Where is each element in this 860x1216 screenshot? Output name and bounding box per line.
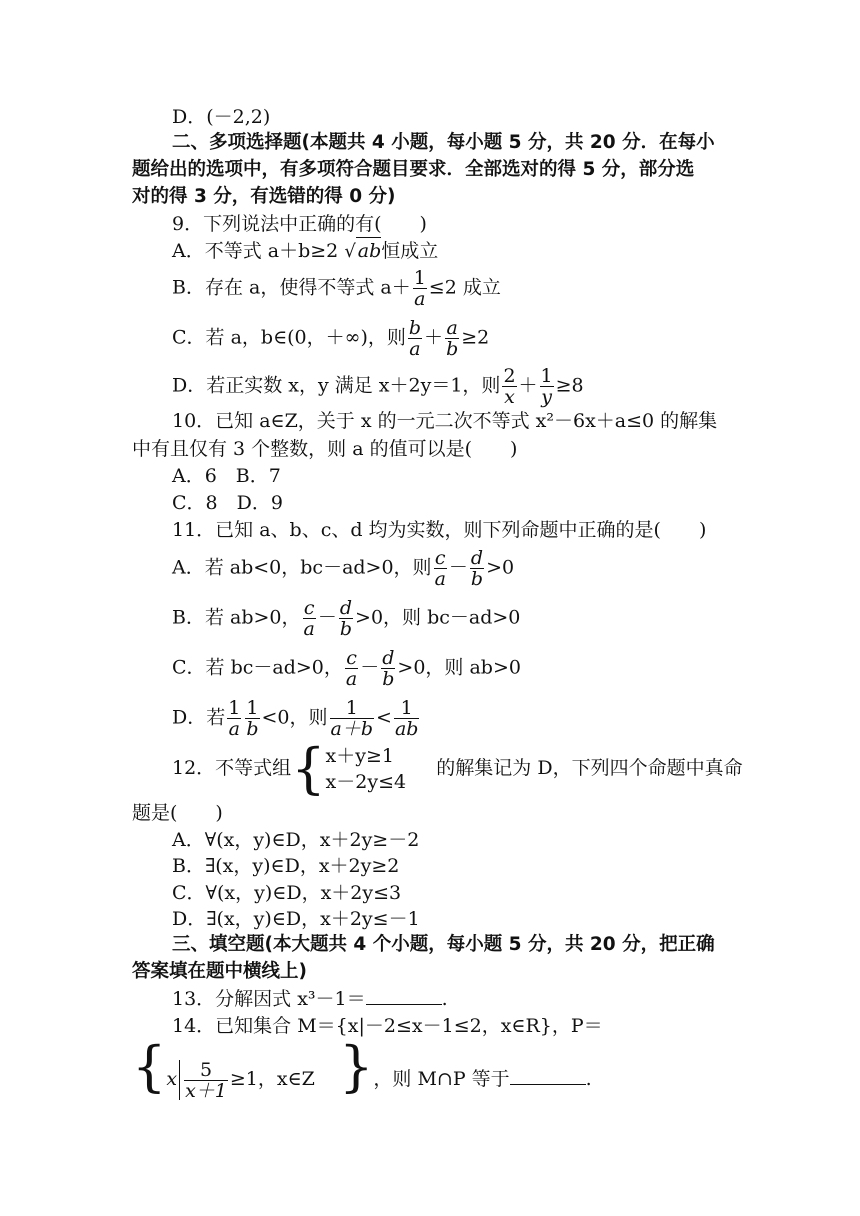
fraction: $\frac{2}{x}$ <box>503 365 516 408</box>
section2-heading-cont2: 对的得 3 分，有选错的得 0 分) <box>132 186 396 207</box>
inequality-system: x＋y≥1 x－2y≤4 <box>325 745 407 793</box>
q9b-text: B．存在 a，使得不等式 a＋ <box>172 276 411 299</box>
q11c-suffix: >0，则 ab>0 <box>397 656 521 679</box>
q9b-suffix: ≤2 成立 <box>428 276 501 299</box>
set-bar <box>179 1060 180 1100</box>
q12-suffix: 的解集记为 D，下列四个命题中真命 <box>436 757 743 779</box>
q9-option-d: D．若正实数 x，y 满足 x＋2y＝1，则 $\frac{2}{x}$ ＋ $\frac{1}{y}$ ≥8 <box>172 365 584 408</box>
q11b-text: B．若 ab>0， <box>172 606 301 629</box>
fraction: $\frac{b}{a}$ <box>408 317 422 360</box>
left-brace-icon: { <box>132 1035 167 1098</box>
q9c-suffix: ≥2 <box>461 326 490 349</box>
q9d-suffix: ≥8 <box>555 374 584 397</box>
fraction: $\frac{1}{y}$ <box>540 365 553 408</box>
q12-stem-cont: 题是( ) <box>132 802 223 824</box>
q9d-text: D．若正实数 x，y 满足 x＋2y＝1，则 <box>172 374 501 397</box>
right-brace-icon: } <box>339 1035 374 1098</box>
sqrt-icon: √ <box>344 241 356 262</box>
q14-set-p <box>132 1035 592 1102</box>
fraction: $\frac{c}{a}$ <box>303 597 315 640</box>
q13-text: 13．分解因式 x³－1＝ <box>172 988 366 1010</box>
q11d-text: D．若 <box>172 706 226 729</box>
q9a-suffix: 恒成立 <box>381 240 439 262</box>
fraction: $\frac{c}{a}$ <box>345 647 358 690</box>
section2-heading-cont: 题给出的选项中，有多项符合题目要求．全部选对的得 5 分，部分选 <box>132 159 695 180</box>
fraction: $\frac{d}{b}$ <box>339 597 353 640</box>
fraction: $\frac{1}{a}$ <box>228 697 241 740</box>
fraction: $\frac{1}{a+b}$ <box>330 697 374 740</box>
q12-option-c: C．∀(x，y)∈D，x＋2y≤3 <box>172 882 402 904</box>
q11c-text: C．若 bc－ad>0， <box>172 656 343 679</box>
q11-stem: 11．已知 a、b、c、d 均为实数，则下列命题中正确的是( ) <box>172 519 707 541</box>
q11-option-d: D．若 $\frac{1}{a}$ $\frac{1}{b}$ <0，则 $\frac{1}{a+b}$ < $\frac{1}{ab}$ <box>172 697 419 740</box>
q10-stem: 10．已知 a∈Z，关于 x 的一元二次不等式 x²－6x＋a≤0 的解集 <box>172 410 718 432</box>
answer-blank[interactable] <box>510 1066 586 1085</box>
q14-condition: ≥1，x∈Z <box>229 1068 315 1090</box>
fraction: $\frac{a}{b}$ <box>446 317 459 360</box>
q11a-text: A．若 ab<0，bc－ad>0，则 <box>172 556 432 579</box>
q13-stem <box>172 986 448 1012</box>
q11b-suffix: >0，则 bc－ad>0 <box>355 606 521 629</box>
fraction: $\frac{1}{ab}$ <box>394 697 419 740</box>
fraction: $\frac{c}{a}$ <box>434 547 446 590</box>
q11d-mid: <0，则 <box>261 706 328 729</box>
fraction: $\frac{5}{x+1}$ <box>185 1058 227 1102</box>
q11a-suffix: >0 <box>486 556 515 579</box>
q10-stem-cont: 中有且仅有 3 个整数，则 a 的值可以是( ) <box>132 438 518 460</box>
q10-options-ab: A．6 B．7 <box>172 465 281 487</box>
set-variable: x <box>166 1068 178 1090</box>
q14-stem: 14．已知集合 M＝{x|－2≤x－1≤2，x∈R}，P＝ <box>172 1015 603 1037</box>
q9-option-c: C．若 a，b∈(0，＋∞)，则 $\frac{b}{a}$ ＋ $\frac{a}{b}$ ≥2 <box>172 317 490 360</box>
period: . <box>441 988 448 1010</box>
q12-text: 12．不等式组 <box>172 757 292 779</box>
q9-option-a <box>172 237 438 265</box>
q8-option-d: D．(－2,2) <box>172 106 271 128</box>
fraction: $\frac{d}{b}$ <box>382 647 395 690</box>
q9-stem: 9．下列说法中正确的有( ) <box>172 213 427 235</box>
section3-heading-cont: 答案填在题中横线上) <box>132 961 307 982</box>
left-brace-icon: { <box>291 737 326 800</box>
section3-heading: 三、填空题(本大题共 4 个小题，每小题 5 分，共 20 分，把正确 <box>172 934 715 955</box>
fraction: $\frac{d}{b}$ <box>470 547 484 590</box>
fraction: $\frac{1}{b}$ <box>246 697 259 740</box>
q12-option-a: A．∀(x，y)∈D，x＋2y≥－2 <box>172 829 420 851</box>
q14-suffix: ，则 M∩P 等于 <box>373 1068 510 1090</box>
period: . <box>585 1068 592 1090</box>
q11-option-b: B．若 ab>0， $\frac{c}{a}$ － $\frac{d}{b}$ >0，则 bc－ad>0 <box>172 597 521 640</box>
section2-heading: 二、多项选择题(本题共 4 小题，每小题 5 分，共 20 分．在每小 <box>172 132 715 153</box>
answer-blank[interactable] <box>366 986 442 1005</box>
q9c-text: C．若 a，b∈(0，＋∞)，则 <box>172 326 406 349</box>
q12-option-b: B．∃(x，y)∈D，x＋2y≥2 <box>172 855 400 877</box>
q11-option-c: C．若 bc－ad>0， $\frac{c}{a}$ － $\frac{d}{b}$ >0，则 ab>0 <box>172 647 521 690</box>
q10-options-cd: C．8 D．9 <box>172 492 283 514</box>
q12-option-d: D．∃(x，y)∈D，x＋2y≤－1 <box>172 908 420 930</box>
fraction: $\frac{1}{a}$ <box>413 267 426 310</box>
q12-stem <box>172 737 743 800</box>
q11-option-a: A．若 ab<0，bc－ad>0，则 $\frac{c}{a}$ － $\frac{d}{b}$ >0 <box>172 547 515 590</box>
q9-option-b <box>172 268 501 309</box>
q9a-radicand: ab <box>356 237 382 264</box>
q9a-text: A．不等式 a＋b≥2 <box>172 240 345 262</box>
